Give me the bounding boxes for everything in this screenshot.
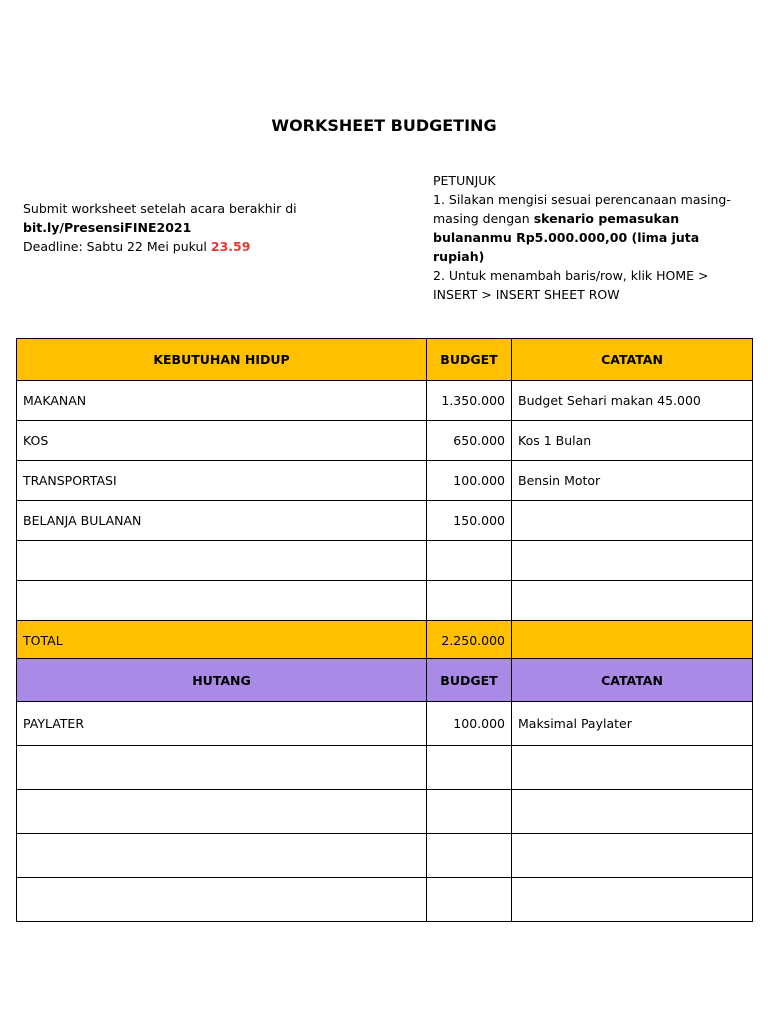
- step1-bold: skenario pemasukan bulananmu Rp5.000.000,00 (lima juta rupiah): [433, 211, 700, 264]
- header-hutang: HUTANG: [17, 659, 427, 702]
- table-row: [17, 461, 753, 501]
- table-row: [17, 541, 753, 581]
- table-row: [17, 834, 753, 878]
- deadline-prefix: Deadline: Sabtu 22 Mei pukul: [23, 239, 211, 254]
- budget-cell[interactable]: 150.000: [427, 501, 512, 541]
- submit-note: [23, 199, 323, 256]
- table-row: [17, 878, 753, 922]
- header-catatan: CATATAN: [512, 659, 753, 702]
- table-row: [17, 790, 753, 834]
- deadline-line: [23, 237, 323, 256]
- item-cell[interactable]: [17, 746, 427, 790]
- note-cell[interactable]: Bensin Motor: [512, 461, 753, 501]
- item-cell[interactable]: [17, 790, 427, 834]
- note-cell[interactable]: Maksimal Paylater: [512, 702, 753, 746]
- table-row: [17, 702, 753, 746]
- deadline-time: 23.59: [210, 239, 251, 254]
- instruction-step-2: 2. Untuk menambah baris/row, klik HOME > INSERT > INSERT SHEET ROW: [433, 268, 709, 302]
- note-cell[interactable]: [512, 581, 753, 621]
- instructions-heading: PETUNJUK: [433, 173, 496, 188]
- item-cell[interactable]: TRANSPORTASI: [17, 461, 427, 501]
- debt-header: [17, 659, 753, 702]
- submit-link[interactable]: bit.ly/PresensiFINE2021: [23, 220, 192, 235]
- note-cell[interactable]: [512, 501, 753, 541]
- budget-cell[interactable]: [427, 834, 512, 878]
- living-needs-header: [17, 339, 753, 381]
- table-row: [17, 381, 753, 421]
- note-cell[interactable]: [512, 541, 753, 581]
- budget-cell[interactable]: [427, 790, 512, 834]
- item-cell[interactable]: BELANJA BULANAN: [17, 501, 427, 541]
- total-note-cell: [512, 621, 753, 661]
- table-row: [17, 581, 753, 621]
- item-cell[interactable]: [17, 878, 427, 922]
- budget-cell[interactable]: [427, 746, 512, 790]
- item-cell[interactable]: [17, 541, 427, 581]
- table-row: [17, 421, 753, 461]
- item-cell[interactable]: [17, 581, 427, 621]
- total-label: TOTAL: [17, 621, 427, 661]
- living-needs-table: [16, 338, 753, 661]
- budget-cell[interactable]: [427, 581, 512, 621]
- instructions: [433, 171, 743, 304]
- header-budget: BUDGET: [427, 659, 512, 702]
- note-cell[interactable]: [512, 834, 753, 878]
- note-cell[interactable]: [512, 746, 753, 790]
- table-row: [17, 746, 753, 790]
- header-catatan: CATATAN: [512, 339, 753, 381]
- total-value: 2.250.000: [427, 621, 512, 661]
- table-row: [17, 501, 753, 541]
- item-cell[interactable]: MAKANAN: [17, 381, 427, 421]
- page-title: WORKSHEET BUDGETING: [271, 116, 497, 135]
- budget-cell[interactable]: [427, 878, 512, 922]
- item-cell[interactable]: KOS: [17, 421, 427, 461]
- budget-cell[interactable]: 1.350.000: [427, 381, 512, 421]
- header-kebutuhan: KEBUTUHAN HIDUP: [17, 339, 427, 381]
- submit-line: Submit worksheet setelah acara berakhir di: [23, 201, 297, 216]
- note-cell[interactable]: [512, 790, 753, 834]
- header-budget: BUDGET: [427, 339, 512, 381]
- item-cell[interactable]: PAYLATER: [17, 702, 427, 746]
- total-row: [17, 621, 753, 661]
- note-cell[interactable]: Budget Sehari makan 45.000: [512, 381, 753, 421]
- debt-table: [16, 658, 753, 922]
- budget-cell[interactable]: 100.000: [427, 702, 512, 746]
- note-cell[interactable]: Kos 1 Bulan: [512, 421, 753, 461]
- budget-cell[interactable]: 650.000: [427, 421, 512, 461]
- step1-text: 1. Silakan mengisi sesuai perencanaan masing-masing dengan: [433, 192, 731, 226]
- instruction-step-1: [433, 190, 743, 266]
- item-cell[interactable]: [17, 834, 427, 878]
- note-cell[interactable]: [512, 878, 753, 922]
- budget-cell[interactable]: 100.000: [427, 461, 512, 501]
- budget-cell[interactable]: [427, 541, 512, 581]
